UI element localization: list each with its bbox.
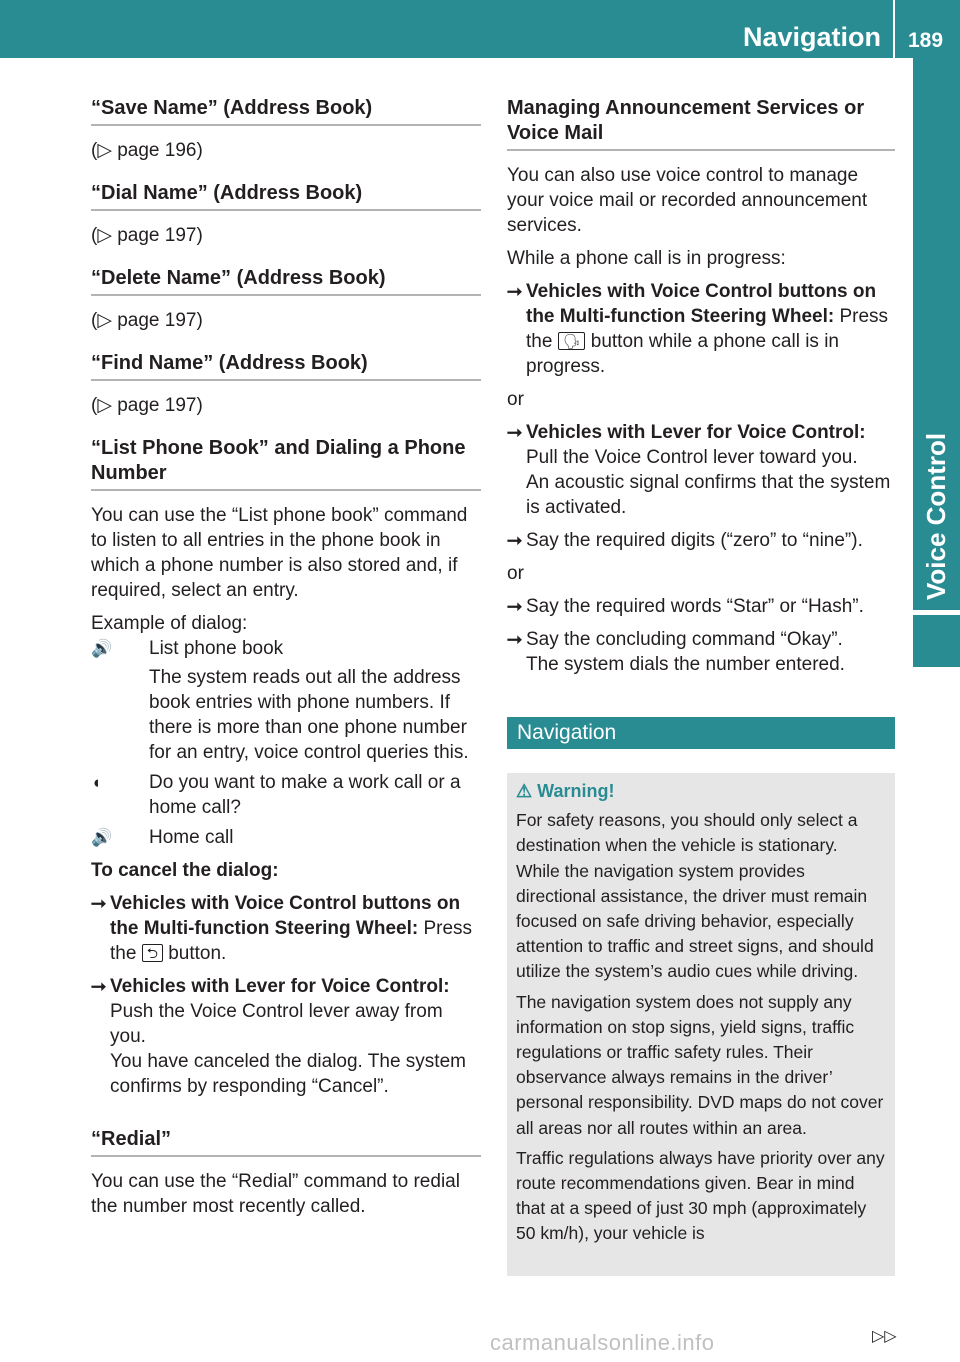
- watermark: carmanualsonline.info: [490, 1330, 715, 1355]
- page-number: 189: [908, 29, 944, 52]
- step-text: Pull the Voice Control lever toward you.: [526, 447, 858, 468]
- step-result: An acoustic signal confirms that the system is activated.: [526, 472, 891, 518]
- warning-paragraph: The navigation system does not supply any information on stop signs, yield signs, traffic regulations or traffic safety rules. Their observance always remains in the driver’ personal responsibility. DVD maps do not cover all areas nor all routes within an area.: [516, 991, 884, 1138]
- section-banner: Navigation: [507, 717, 895, 749]
- step-text: Press the: [110, 918, 473, 964]
- dialog-extra: The system reads out all the address book entries with phone numbers. If there is more than one phone number for an entry, voice control queries this.: [149, 667, 469, 763]
- section-heading: “Find Name” (Address Book): [91, 351, 481, 381]
- page-reference[interactable]: (▷ page 197): [91, 395, 203, 416]
- left-column: [91, 96, 481, 1227]
- warning-title-text: Warning!: [537, 781, 615, 801]
- step-condition: Vehicles with Lever for Voice Control:: [526, 422, 866, 443]
- instruction-step: [507, 594, 895, 619]
- or-text: or: [507, 389, 524, 410]
- step-condition: Vehicles with Lever for Voice Control:: [110, 976, 450, 997]
- step-text: Say the required digits (“zero” to “nine”).: [526, 530, 863, 551]
- instruction-step: [507, 627, 895, 677]
- voice-button-icon: 🗣: [558, 332, 586, 350]
- step-arrow-icon: ⭢: [91, 976, 107, 997]
- step-result: You have canceled the dialog. The system confirms by responding “Cancel”.: [110, 1051, 466, 1097]
- chapter-title: Navigation: [742, 22, 881, 52]
- back-button-icon: ⮌: [142, 944, 163, 962]
- instruction-step: [91, 974, 481, 1099]
- warning-box: [507, 773, 895, 1276]
- section-heading: “List Phone Book” and Dialing a Phone Number: [91, 436, 481, 491]
- section-heading: “Save Name” (Address Book): [91, 96, 481, 126]
- step-text: button while a phone call is in progress.: [526, 331, 839, 377]
- instruction-step: [507, 528, 895, 553]
- section-heading: “Redial”: [91, 1127, 481, 1157]
- step-arrow-icon: ⭢: [91, 893, 107, 914]
- body-text: You can use the “Redial” command to redial the number most recently called.: [91, 1171, 460, 1217]
- body-text: While a phone call is in progress:: [507, 248, 786, 269]
- body-text: You can use the “List phone book” command to listen to all entries in the phone book in which a phone number is also stored and, if required, select an entry.: [91, 505, 468, 601]
- step-arrow-icon: ⭢: [507, 596, 523, 617]
- page-reference[interactable]: (▷ page 196): [91, 140, 203, 161]
- step-text: Press the: [526, 306, 889, 352]
- step-text: button.: [162, 943, 227, 964]
- side-tab-marker: [913, 615, 960, 667]
- section-heading: “Dial Name” (Address Book): [91, 181, 481, 211]
- step-arrow-icon: ⭢: [507, 281, 523, 302]
- dialog-row: [91, 825, 481, 850]
- warning-paragraph: For safety reasons, you should only select a destination when the vehicle is stationary. While the navigation system provides directional assistance, the driver must remain focused on safe driving behavior, especially attention to traffic and street signs, and should utilize the system’s audio cues while driving.: [516, 810, 874, 982]
- step-arrow-icon: ⭢: [507, 422, 523, 443]
- page-reference[interactable]: (▷ page 197): [91, 225, 203, 246]
- step-condition: Vehicles with Voice Control buttons on the Multi-function Steering Wheel:: [526, 281, 877, 327]
- step-text: Say the concluding command “Okay”.: [526, 629, 843, 650]
- subheading: To cancel the dialog:: [91, 860, 279, 881]
- instruction-step: [91, 891, 481, 966]
- page-header: [0, 0, 960, 58]
- warning-title: [516, 779, 886, 804]
- dialog-text: Do you want to make a work call or a home call?: [149, 772, 461, 818]
- continue-marker: ▷▷: [872, 1328, 897, 1345]
- example-label: Example of dialog:: [91, 613, 248, 634]
- step-text: Push the Voice Control lever away from you.: [110, 1001, 443, 1047]
- warning-triangle-icon: ⚠︎: [516, 781, 538, 801]
- warning-paragraph: Traffic regulations always have priority over any route recommendations given. Bear in mind that at a speed of just 30 mph (approximately 50 km/h), your vehicle is: [516, 1147, 885, 1244]
- right-column: [507, 96, 895, 1276]
- speaker-icon: 🔊: [91, 828, 113, 847]
- side-tab-label: Voice Control: [921, 432, 951, 600]
- body-text: You can also use voice control to manage your voice mail or recorded announcement services.: [507, 165, 868, 236]
- dialog-text: Home call: [149, 827, 234, 848]
- system-voice-icon: ◖: [91, 773, 102, 792]
- step-arrow-icon: ⭢: [507, 530, 523, 551]
- instruction-step: [507, 279, 895, 379]
- speaker-icon: 🔊: [91, 639, 113, 658]
- section-heading: “Delete Name” (Address Book): [91, 266, 481, 296]
- page-reference[interactable]: (▷ page 197): [91, 310, 203, 331]
- header-divider: [893, 0, 895, 58]
- dialog-row: [91, 770, 481, 820]
- step-result: The system dials the number entered.: [526, 654, 845, 675]
- dialog-text: List phone book: [149, 638, 284, 659]
- instruction-step: [507, 420, 895, 520]
- dialog-row: [91, 636, 481, 765]
- step-condition: Vehicles with Voice Control buttons on the Multi-function Steering Wheel:: [110, 893, 461, 939]
- step-text: Say the required words “Star” or “Hash”.: [526, 596, 864, 617]
- section-heading: Managing Announcement Services or Voice Mail: [507, 96, 895, 151]
- or-text: or: [507, 563, 524, 584]
- step-arrow-icon: ⭢: [507, 629, 523, 650]
